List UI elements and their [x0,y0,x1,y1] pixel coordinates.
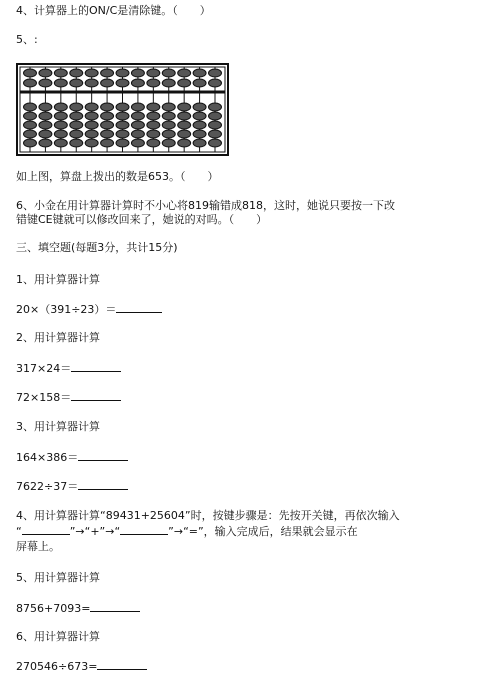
abacus-bead [39,139,52,147]
abacus-bead [116,69,129,77]
text-segment: ”→“+”→“ [69,525,121,538]
answer-blank[interactable] [22,524,70,535]
text-segment: ”→“=”，输入完成后，结果就会显示在 [168,525,358,538]
abacus-bead [193,121,206,129]
expression: 164×386＝ [16,451,79,464]
fill-question-4-line2 [16,524,358,539]
abacus-bead [162,103,175,111]
abacus-bead [101,69,114,77]
abacus-bead [131,139,144,147]
abacus-bead [116,79,129,87]
abacus-bead [178,103,191,111]
abacus-bead [209,79,222,87]
fill-question-6-expr [16,659,147,674]
abacus-bead [193,69,206,77]
abacus-bead [24,103,37,111]
abacus-bead [85,121,98,129]
fill-question-3-expr-b [16,479,128,494]
fill-question-2-expr-a [16,361,121,376]
abacus-bead [162,79,175,87]
abacus-bead [24,130,37,138]
abacus-bead [178,79,191,87]
abacus-bead [147,69,160,77]
answer-blank[interactable] [78,479,128,490]
abacus-bead [101,79,114,87]
abacus-bead [24,79,37,87]
abacus-bead [70,112,83,120]
fill-question-3-label: 3、用计算器计算 [16,420,100,433]
abacus-bead [162,69,175,77]
abacus-bead [147,103,160,111]
expression: 317×24＝ [16,362,72,375]
abacus-bead [162,112,175,120]
abacus-bead [54,103,67,111]
abacus-bead [209,69,222,77]
abacus-bead [85,139,98,147]
abacus-bead [178,69,191,77]
answer-blank[interactable] [78,450,128,461]
expression: 72×158＝ [16,391,72,404]
abacus-bead [101,112,114,120]
judge-question-6-line2: 错键CE键就可以修改回来了，她说的对吗。（ ） [16,213,268,226]
abacus-bead [193,112,206,120]
abacus-bead [39,79,52,87]
abacus-bead [209,103,222,111]
abacus-bead [178,121,191,129]
abacus-bead [24,121,37,129]
expression: 20×（391÷23）＝ [16,303,117,316]
abacus-bead [162,130,175,138]
expression: 270546÷673= [16,660,98,673]
abacus-bead [70,139,83,147]
abacus-bead [193,139,206,147]
expression: 7622÷37＝ [16,480,79,493]
abacus-bead [209,139,222,147]
abacus-bead [70,130,83,138]
abacus-bead [85,130,98,138]
expression: 8756+7093= [16,602,91,615]
abacus-bead [193,130,206,138]
fill-question-2-expr-b [16,390,121,405]
fill-question-6-label: 6、用计算器计算 [16,630,100,643]
fill-question-4-line1: 4、用计算器计算“89431+25604”时，按键步骤是：先按开关键，再依次输入 [16,509,400,522]
judge-question-5: 如上图，算盘上拨出的数是653。（ ） [16,170,219,183]
abacus-bead [116,121,129,129]
abacus-bead [39,121,52,129]
answer-blank[interactable] [71,361,121,372]
abacus-bead [116,130,129,138]
abacus-bead [209,121,222,129]
answer-blank[interactable] [90,601,140,612]
abacus-bead [209,112,222,120]
abacus-bead [85,79,98,87]
answer-blank[interactable] [97,659,147,670]
abacus-bead [131,130,144,138]
abacus-bead [70,69,83,77]
abacus-bead [24,69,37,77]
fill-question-3-expr-a [16,450,128,465]
abacus-bead [147,121,160,129]
fill-question-5-label: 5、用计算器计算 [16,571,100,584]
abacus-bead [54,69,67,77]
abacus-bead [54,121,67,129]
judge-question-6-line1: 6、小金在用计算器计算时不小心将819输错成818，这时，她说只要按一下改 [16,199,395,212]
abacus-bead [54,130,67,138]
abacus-bead [116,139,129,147]
abacus-bead [101,121,114,129]
abacus-bead [209,130,222,138]
abacus-bead [39,112,52,120]
fill-question-1-expr [16,302,162,317]
fill-question-4-line3: 屏幕上。 [16,540,60,553]
abacus-bead [178,139,191,147]
abacus-figure [16,63,229,156]
abacus-bead [101,103,114,111]
abacus-bead [147,130,160,138]
abacus-bead [131,112,144,120]
section-title: 三、填空题(每题3分，共计15分) [16,241,178,254]
abacus-bead [85,112,98,120]
abacus-bead [39,69,52,77]
abacus-bead [116,112,129,120]
abacus-bead [70,121,83,129]
abacus-bead [24,112,37,120]
abacus-bead [131,121,144,129]
abacus-bead [54,79,67,87]
abacus-bead [85,103,98,111]
abacus-bead [147,139,160,147]
abacus-bead [101,139,114,147]
abacus-bead [162,139,175,147]
abacus-bead [101,130,114,138]
abacus-bead [193,79,206,87]
abacus-bead [54,139,67,147]
answer-blank[interactable] [120,524,168,535]
fill-question-2-label: 2、用计算器计算 [16,331,100,344]
abacus-bead [147,112,160,120]
abacus-bead [24,139,37,147]
abacus-bead [131,79,144,87]
text-segment: “ [16,525,22,538]
abacus-bead [131,103,144,111]
abacus-bead [131,69,144,77]
abacus-bead [70,79,83,87]
answer-blank[interactable] [71,390,121,401]
abacus-bead [39,130,52,138]
fill-question-1-label: 1、用计算器计算 [16,273,100,286]
judge-question-4: 4、计算器上的ON/C是清除键。（ ） [16,4,211,17]
abacus-bead [70,103,83,111]
abacus-bead [193,103,206,111]
abacus-bead [54,112,67,120]
abacus-bead [147,79,160,87]
abacus-bead [178,112,191,120]
fill-question-5-expr [16,601,140,616]
abacus-bead [39,103,52,111]
judge-question-5-label: 5、: [16,33,38,46]
abacus-bead [178,130,191,138]
abacus-bead [85,69,98,77]
abacus-bead [116,103,129,111]
answer-blank[interactable] [116,302,162,313]
abacus-bead [162,121,175,129]
